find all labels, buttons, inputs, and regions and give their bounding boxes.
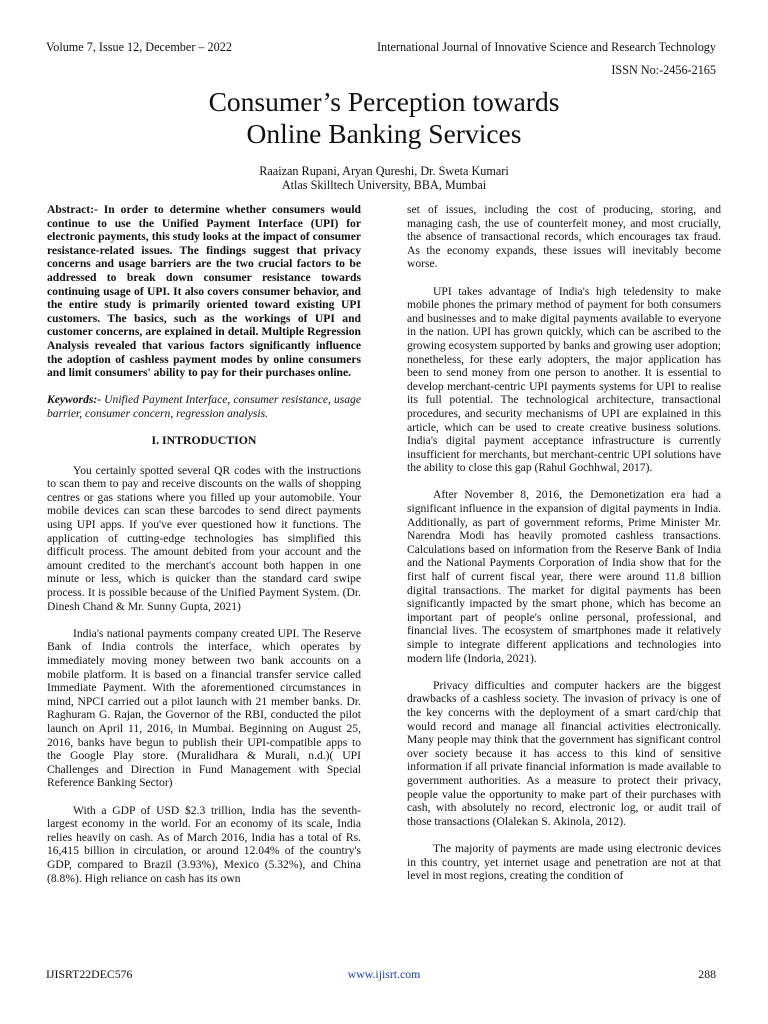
paragraph: India's national payments company created UPI. The Reserve Bank of India controls the interface, which operates by immediately moving money between two bank accounts on a mobile platform. It is based on a financial transfer service called Immediate Payment. With the aforementioned circumstances in mind, NPCI carried out a pilot launch with 21 member banks. Dr. Raghuram G. Rajan, the Governor of the RBI, conducted the pilot launch on April 11, 2016, in Mumbai. Beginning on August 25, 2016, banks have begun to publish their UPI-compatible apps to the Google Play store. (Muralidhara & Murali, n.d.)( UPI Challenges and Direction in Fund Management with Special Reference Banking Sector) (47, 626, 361, 790)
paragraph: You certainly spotted several QR codes with the instructions to scan them to pay and receive discounts on the walls of shopping centres or gas stations where you filled up your automobile. Your mobile devices can scan these barcodes to send direct payments using UPI apps. If you've ever questioned how it functions. The application of cutting-edge technologies has simplified this difficult process. The amount debited from your account and the amount credited to the merchant's account both happen in one minute or less, which is quicker than the standard card swipe process. It is possible because of the Unified Payment System. (Dr. Dinesh Chand & Mr. Sunny Gupta, 2021) (47, 463, 361, 613)
volume-issue-header: Volume 7, Issue 12, December – 2022 (46, 40, 232, 54)
author-affiliation: Atlas Skilltech University, BBA, Mumbai (281, 178, 487, 192)
paper-code: IJISRT22DEC576 (46, 967, 133, 981)
paper-title (0, 86, 768, 150)
keywords-text: Unified Payment Interface, consumer resistance, usage barrier, consumer concern, regression analysis. (47, 393, 361, 420)
abstract: Abstract:- In order to determine whether consumers would continue to use the Unified Payment Interface (UPI) for electronic payments, this study looks at the impact of consumer resistance-related issues. The findings suggest that privacy concerns and usage barriers are the two crucial factors to be addressed to break down consumer resistance towards continuing usage of UPI. It also covers consumer behavior, and the entire study is primarily oriented toward existing UPI customers. The basics, such as the workings of UPI and customer concerns, are explained in detail. Multiple Regression Analysis revealed that various factors significantly influence the adoption of cashless payment modes by online consumers and limit consumers' ability to pay for their purchases online. (47, 203, 361, 380)
journal-name-header: International Journal of Innovative Science and Research Technology (376, 40, 716, 54)
paragraph: UPI takes advantage of India's high teledensity to make mobile phones the primary method of payment for both consumers and businesses and to make digital payments available to everyone in the nation. UPI has grown quickly, which can be ascribed to the growing ecosystem supported by banks and growing user adoption; nonetheless, for these early adopters, the major application has been to send money from one person to another. It is essential to develop merchant-centric UPI payments systems for UPI to realise its full potential. The technological architecture, transactional procedures, and security mechanisms of UPI are explained in this article, which can be used to create creative business solutions. India's digital payment acceptance infrastructure is currently insufficient for merchants, but merchant-centric UPI solutions have the ability to close this gap (Rahul Gochhwal, 2017). (407, 284, 721, 475)
title-line-2: Online Banking Services (246, 118, 522, 149)
page-number: 288 (698, 967, 716, 981)
title-line-1: Consumer’s Perception towards (208, 86, 560, 117)
paragraph: set of issues, including the cost of producing, storing, and managing cash, the use of counterfeit money, and most crucially, the absence of transactional records, which encourages tax fraud. As the economy expands, these issues will inevitably become worse. (407, 203, 721, 271)
footer-url-wrapper (0, 967, 768, 982)
right-column (407, 203, 721, 896)
keywords-label: Keywords:- (47, 393, 102, 407)
issn-number: ISSN No:-2456-2165 (611, 63, 716, 77)
paragraph: With a GDP of USD $2.3 trillion, India has the seventh-largest economy in the world. For an economy of its scale, India relies heavily on cash. As of March 2016, India has a total of Rs. 16,415 billion in circulation, or around 12.04% of the country's GDP, compared to Brazil (3.93%), Mexico (5.32%), and China (8.8%). High reliance on cash has its own (47, 803, 361, 885)
left-column (47, 203, 361, 899)
journal-website-link[interactable]: www.ijisrt.com (347, 967, 421, 981)
paragraph: Privacy difficulties and computer hackers are the biggest drawbacks of a cashless society. The invasion of privacy is one of the key concerns with the deployment of a smart card/chip that would record and manage all financial activities electronically. Many people may think that the government has significant control over society because it has access to this kind of sensitive information if all private financial information is made available to government authorities. As a measure to protect their privacy, people value the opportunity to make part of their purchases with cash, with absolutely no record, electronic log, or audit trail of those transactions (Olalekan S. Akinola, 2012). (407, 678, 721, 828)
section-heading-introduction: I. INTRODUCTION (151, 433, 257, 448)
keywords (47, 393, 361, 420)
paragraph: After November 8, 2016, the Demonetization era had a significant influence in the expansion of digital payments in India. Additionally, as part of government reforms, Prime Minister Mr. Narendra Modi has heavily promoted cashless transactions. Calculations based on information from the Reserve Bank of India and the National Payments Corporation of India show that for the first half of current fiscal year, there were around 11.8 billion digital transactions. The market for digital payments has been significantly impacted by the smart phone, which has become an important part of people's online personal, professional, and financial lives. The ecosystem of smartphones made it relatively simple to integrate different applications and technologies into modern life (Indoria, 2021). (407, 488, 721, 665)
author-block (0, 164, 768, 192)
author-names: Raaizan Rupani, Aryan Qureshi, Dr. Sweta Kumari (259, 164, 509, 178)
paragraph: The majority of payments are made using electronic devices in this country, yet internet usage and penetration are not at that level in most regions, creating the condition of (407, 841, 721, 883)
